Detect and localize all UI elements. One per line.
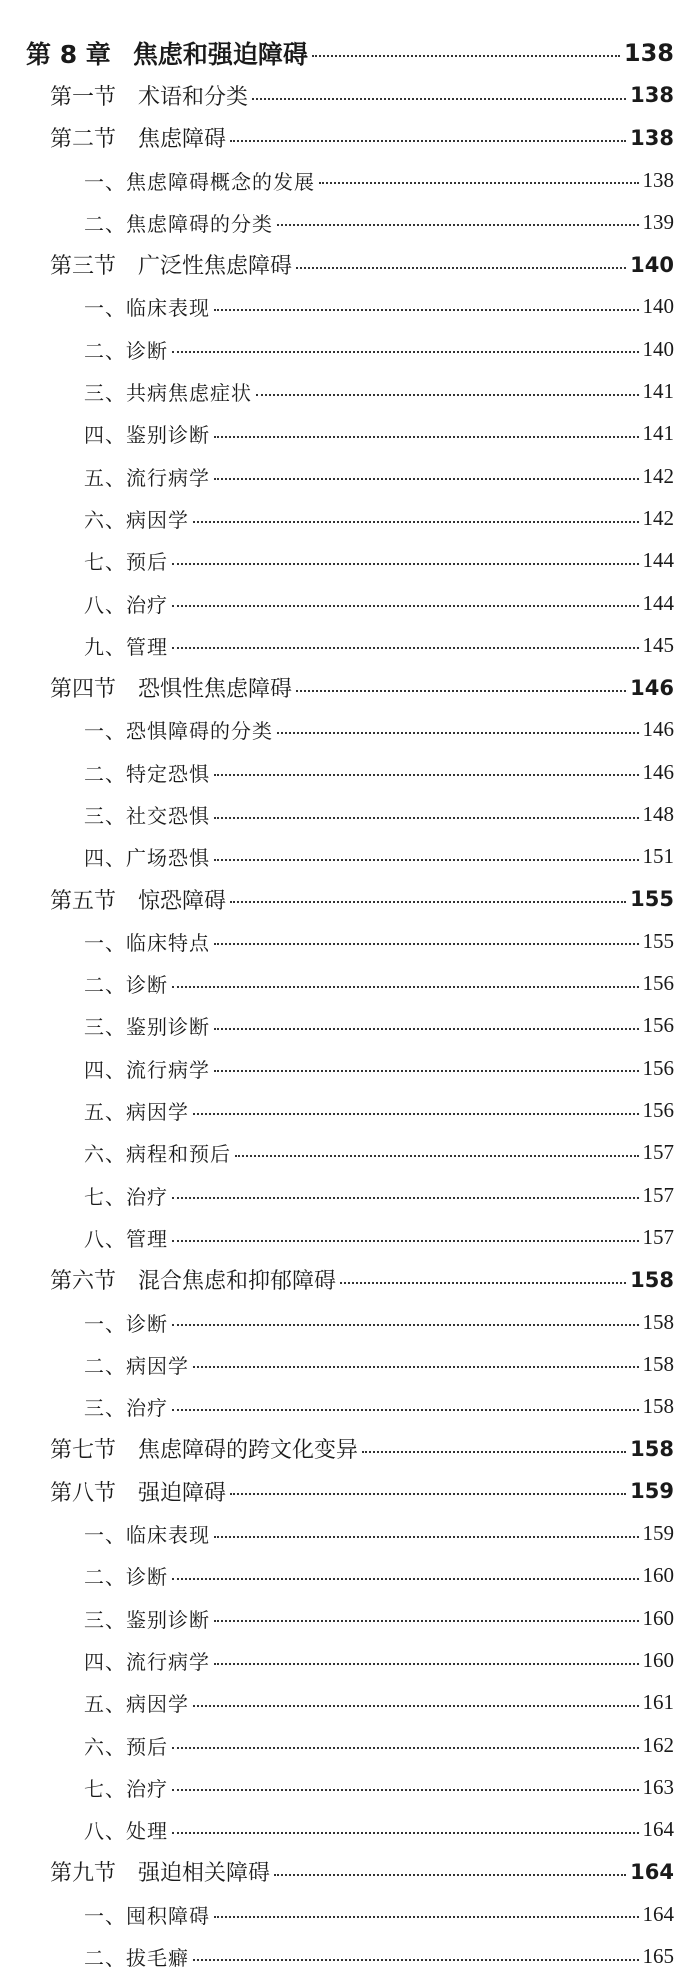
- dot-leader: [235, 1132, 639, 1174]
- toc-item-row[interactable]: [26, 709, 674, 751]
- toc-page-number: 165: [642, 1944, 674, 1968]
- toc-item-row[interactable]: [26, 793, 674, 835]
- dot-leader: [214, 836, 639, 878]
- dot-leader: [277, 201, 639, 243]
- toc-page-number: 140: [630, 252, 674, 277]
- toc-entry-title: [50, 80, 252, 111]
- toc-page-number: 160: [642, 1647, 674, 1672]
- toc-item-row[interactable]: [26, 1639, 674, 1681]
- toc-entry-label: 第五节: [50, 888, 117, 914]
- toc-entry-title: [84, 1561, 172, 1590]
- toc-entry-text: 二、特定恐惧: [84, 761, 210, 786]
- dot-leader: [312, 32, 620, 74]
- toc-entry-title: [84, 292, 214, 321]
- toc-entry-title: [84, 1646, 214, 1675]
- toc-entry-text: 三、社交恐惧: [84, 803, 210, 828]
- toc-section-row[interactable]: [26, 74, 674, 116]
- dot-leader: [193, 1089, 639, 1131]
- toc-page-number: 155: [630, 887, 674, 912]
- toc-entry-text: 八、管理: [84, 1226, 168, 1251]
- toc-section-row[interactable]: [26, 666, 674, 708]
- dot-leader: [172, 1216, 639, 1258]
- dot-leader: [214, 1893, 639, 1935]
- toc-entry-text: 二、焦虑障碍的分类: [84, 211, 273, 236]
- toc-item-row[interactable]: [26, 582, 674, 624]
- toc-entry-text: 八、治疗: [84, 592, 168, 617]
- dot-leader: [230, 878, 626, 920]
- toc-item-row[interactable]: [26, 751, 674, 793]
- toc-entry-text: 三、鉴别诊断: [84, 1607, 210, 1632]
- toc-page-number: 151: [642, 844, 674, 869]
- toc-item-row[interactable]: [26, 286, 674, 328]
- dot-leader: [214, 286, 639, 328]
- toc-entry-title: [50, 122, 230, 153]
- toc-entry-text: 二、诊断: [84, 1565, 168, 1590]
- dot-leader: [214, 920, 639, 962]
- toc-entry-text: 五、流行病学: [84, 465, 210, 490]
- toc-entry-title: [84, 462, 214, 491]
- toc-item-row[interactable]: [26, 201, 674, 243]
- toc-page-number: 138: [630, 125, 674, 150]
- toc-item-row[interactable]: [26, 1512, 674, 1554]
- toc-entry-text: 四、流行病学: [84, 1057, 210, 1082]
- toc-item-row[interactable]: [26, 1343, 674, 1385]
- toc-item-row[interactable]: [26, 1216, 674, 1258]
- toc-entry-title: [84, 1604, 214, 1633]
- dot-leader: [214, 1005, 639, 1047]
- toc-entry-title: [84, 1773, 172, 1802]
- toc-entry-text: 一、焦虑障碍概念的发展: [84, 169, 315, 194]
- dot-leader: [193, 1343, 639, 1385]
- toc-entry-title: [84, 546, 172, 575]
- toc-entry-text: 三、治疗: [84, 1396, 168, 1421]
- toc-entry-text: 一、囤积障碍: [84, 1903, 210, 1928]
- toc-entry-text: 九、管理: [84, 634, 168, 659]
- toc-page-number: 162: [642, 1732, 674, 1757]
- toc-entry-text: 惊恐障碍: [138, 888, 227, 914]
- toc-page-number: 158: [642, 1351, 674, 1376]
- toc-page-number: 142: [642, 505, 674, 530]
- toc-page-number: 158: [642, 1309, 674, 1334]
- toc-page-number: 146: [630, 675, 674, 700]
- dot-leader: [214, 751, 639, 793]
- toc-page-number: 160: [642, 1605, 674, 1630]
- toc-entry-title: [84, 1688, 193, 1717]
- toc-item-row[interactable]: [26, 1047, 674, 1089]
- toc-item-row[interactable]: [26, 1555, 674, 1597]
- dot-leader: [277, 709, 639, 751]
- toc-entry-title: [84, 842, 214, 871]
- toc-entry-text: 混合焦虑和抑郁障碍: [138, 1269, 337, 1295]
- toc-entry-label: 第九节: [50, 1861, 117, 1887]
- toc-entry-label: 第八节: [50, 1480, 117, 1506]
- toc-page-number: 139: [642, 209, 674, 234]
- dot-leader: [193, 1682, 639, 1724]
- dot-leader: [172, 1386, 639, 1428]
- toc-entry-text: 七、治疗: [84, 1776, 168, 1801]
- toc-page-number: 148: [642, 801, 674, 826]
- toc-entry-title: [84, 1350, 193, 1379]
- toc-page-number: 140: [642, 336, 674, 361]
- toc-entry-text: 三、鉴别诊断: [84, 1015, 210, 1040]
- toc-page-number: 142: [642, 463, 674, 488]
- toc-entry-title: [84, 1519, 214, 1548]
- toc-page-number: 156: [642, 971, 674, 996]
- dot-leader: [172, 624, 639, 666]
- dot-leader: [319, 159, 639, 201]
- dot-leader: [214, 413, 639, 455]
- toc-entry-text: 七、预后: [84, 550, 168, 575]
- dot-leader: [193, 1935, 639, 1977]
- toc-page-number: 140: [642, 294, 674, 319]
- toc-page-number: 156: [642, 1098, 674, 1123]
- toc-page-number: 160: [642, 1563, 674, 1588]
- dot-leader: [296, 243, 626, 285]
- toc-item-row[interactable]: [26, 1724, 674, 1766]
- toc-item-row[interactable]: [26, 1386, 674, 1428]
- toc-entry-title: [84, 800, 214, 829]
- dot-leader: [296, 666, 626, 708]
- toc-page-number: 156: [642, 1055, 674, 1080]
- toc-entry-label: 第二节: [50, 127, 117, 153]
- toc-entry-title: [84, 1815, 172, 1844]
- toc-item-row[interactable]: [26, 1766, 674, 1808]
- toc-entry-text: 焦虑和强迫障碍: [132, 40, 308, 70]
- dot-leader: [340, 1259, 626, 1301]
- toc-page-number: 138: [630, 83, 674, 108]
- toc-entry-title: [84, 927, 214, 956]
- toc-page-number: 161: [642, 1690, 674, 1715]
- toc-item-row[interactable]: [26, 1597, 674, 1639]
- toc-page-number: 156: [642, 1013, 674, 1038]
- toc-item-row[interactable]: [26, 455, 674, 497]
- toc-entry-text: 强迫相关障碍: [138, 1861, 271, 1887]
- toc-entry-title: [84, 758, 214, 787]
- dot-leader: [362, 1428, 626, 1470]
- toc-item-row[interactable]: [26, 1893, 674, 1935]
- toc-entry-title: [50, 249, 296, 280]
- toc-entry-title: [84, 715, 277, 744]
- dot-leader: [172, 582, 639, 624]
- dot-leader: [172, 540, 639, 582]
- toc-entry-text: 二、病因学: [84, 1353, 189, 1378]
- toc-section-row[interactable]: [26, 878, 674, 920]
- toc-item-row[interactable]: [26, 1005, 674, 1047]
- toc-item-row[interactable]: [26, 370, 674, 412]
- toc-entry-title: [84, 1011, 214, 1040]
- toc-page-number: 145: [642, 632, 674, 657]
- toc-page-number: 159: [642, 1521, 674, 1546]
- toc-entry-text: 六、病因学: [84, 507, 189, 532]
- toc-entry-title: [84, 1054, 214, 1083]
- dot-leader: [172, 963, 639, 1005]
- toc-item-row[interactable]: [26, 1808, 674, 1850]
- toc-item-row[interactable]: [26, 328, 674, 370]
- dot-leader: [230, 117, 626, 159]
- toc-entry-label: 第一节: [50, 84, 117, 110]
- toc-entry-text: 三、共病焦虑症状: [84, 381, 252, 406]
- toc-item-row[interactable]: [26, 159, 674, 201]
- toc-entry-label: 第七节: [50, 1438, 117, 1464]
- toc-page-number: 163: [642, 1774, 674, 1799]
- dot-leader: [172, 1301, 639, 1343]
- toc-section-row[interactable]: [26, 1470, 674, 1512]
- toc-page-number: 157: [642, 1182, 674, 1207]
- toc-entry-text: 一、恐惧障碍的分类: [84, 719, 273, 744]
- dot-leader: [172, 1555, 639, 1597]
- table-of-contents: [26, 32, 674, 1978]
- toc-page-number: 158: [630, 1436, 674, 1461]
- toc-page-number: 146: [642, 717, 674, 742]
- toc-section-row[interactable]: [26, 1428, 674, 1470]
- toc-entry-text: 一、临床特点: [84, 930, 210, 955]
- toc-entry-text: 一、临床表现: [84, 296, 210, 321]
- toc-page-number: 146: [642, 759, 674, 784]
- toc-entry-title: [84, 377, 256, 406]
- toc-entry-title: [84, 419, 214, 448]
- dot-leader: [172, 1724, 639, 1766]
- toc-entry-title: [84, 1731, 172, 1760]
- toc-entry-text: 二、拔毛癖: [84, 1946, 189, 1970]
- toc-entry-title: [84, 631, 172, 660]
- toc-entry-title: [84, 969, 172, 998]
- toc-chapter-row[interactable]: [26, 32, 674, 74]
- toc-entry-text: 六、病程和预后: [84, 1142, 231, 1167]
- toc-page-number: 155: [642, 928, 674, 953]
- toc-item-row[interactable]: [26, 920, 674, 962]
- toc-entry-text: 七、治疗: [84, 1184, 168, 1209]
- toc-page-number: 157: [642, 1224, 674, 1249]
- dot-leader: [214, 1047, 639, 1089]
- toc-entry-title: [84, 335, 172, 364]
- toc-item-row[interactable]: [26, 963, 674, 1005]
- toc-entry-title: [84, 1181, 172, 1210]
- toc-entry-title: [50, 884, 230, 915]
- toc-page-number: 141: [642, 379, 674, 404]
- toc-entry-title: [26, 35, 312, 71]
- dot-leader: [256, 370, 639, 412]
- dot-leader: [172, 1766, 639, 1808]
- toc-entry-text: 四、流行病学: [84, 1649, 210, 1674]
- toc-entry-text: 广泛性焦虑障碍: [138, 254, 293, 280]
- toc-entry-title: [84, 1308, 172, 1337]
- toc-item-row[interactable]: [26, 1174, 674, 1216]
- dot-leader: [214, 1512, 639, 1554]
- toc-item-row[interactable]: [26, 1935, 674, 1977]
- toc-section-row[interactable]: [26, 1259, 674, 1301]
- toc-page-number: 141: [642, 421, 674, 446]
- toc-entry-text: 四、广场恐惧: [84, 846, 210, 871]
- toc-entry-text: 五、病因学: [84, 1100, 189, 1125]
- toc-entry-title: [84, 1223, 172, 1252]
- toc-page-number: 144: [642, 548, 674, 573]
- dot-leader: [214, 1639, 639, 1681]
- toc-item-row[interactable]: [26, 540, 674, 582]
- dot-leader: [172, 328, 639, 370]
- toc-entry-text: 五、病因学: [84, 1692, 189, 1717]
- dot-leader: [214, 455, 639, 497]
- toc-entry-title: [50, 1433, 362, 1464]
- toc-entry-title: [84, 1096, 193, 1125]
- toc-item-row[interactable]: [26, 1682, 674, 1724]
- toc-page-number: 138: [642, 167, 674, 192]
- toc-entry-title: [50, 1264, 340, 1295]
- dot-leader: [214, 793, 639, 835]
- toc-entry-title: [84, 208, 277, 237]
- toc-entry-label: 第三节: [50, 254, 117, 280]
- toc-entry-title: [50, 1856, 274, 1887]
- toc-entry-title: [84, 589, 172, 618]
- toc-page-number: 158: [642, 1394, 674, 1419]
- toc-entry-text: 术语和分类: [138, 84, 249, 110]
- toc-entry-title: [84, 504, 193, 533]
- toc-page-number: 157: [642, 1140, 674, 1165]
- toc-page-number: 158: [630, 1267, 674, 1292]
- toc-entry-text: 一、临床表现: [84, 1523, 210, 1548]
- toc-page-number: 138: [623, 39, 674, 68]
- toc-entry-text: 强迫障碍: [138, 1480, 227, 1506]
- toc-entry-text: 四、鉴别诊断: [84, 423, 210, 448]
- toc-entry-title: [50, 672, 296, 703]
- toc-page-number: 144: [642, 590, 674, 615]
- toc-item-row[interactable]: [26, 1301, 674, 1343]
- toc-entry-text: 二、诊断: [84, 338, 168, 363]
- toc-entry-text: 恐惧性焦虑障碍: [138, 677, 293, 703]
- toc-entry-label: 第六节: [50, 1269, 117, 1295]
- toc-entry-title: [50, 1476, 230, 1507]
- toc-entry-title: [84, 1900, 214, 1929]
- toc-entry-title: [84, 166, 319, 195]
- toc-entry-title: [84, 1138, 235, 1167]
- toc-entry-text: 六、预后: [84, 1734, 168, 1759]
- dot-leader: [193, 497, 639, 539]
- toc-item-row[interactable]: [26, 1089, 674, 1131]
- dot-leader: [172, 1808, 639, 1850]
- dot-leader: [172, 1174, 639, 1216]
- toc-section-row[interactable]: [26, 1851, 674, 1893]
- toc-page-number: 164: [642, 1817, 674, 1842]
- toc-item-row[interactable]: [26, 624, 674, 666]
- toc-item-row[interactable]: [26, 413, 674, 455]
- toc-item-row[interactable]: [26, 497, 674, 539]
- toc-section-row[interactable]: [26, 117, 674, 159]
- toc-item-row[interactable]: [26, 1132, 674, 1174]
- toc-item-row[interactable]: [26, 836, 674, 878]
- toc-entry-text: 一、诊断: [84, 1311, 168, 1336]
- toc-entry-title: [84, 1392, 172, 1421]
- toc-entry-text: 焦虑障碍: [138, 127, 227, 153]
- toc-section-row[interactable]: [26, 243, 674, 285]
- toc-entry-label: 第四节: [50, 677, 117, 703]
- dot-leader: [230, 1470, 626, 1512]
- toc-entry-text: 焦虑障碍的跨文化变异: [138, 1438, 359, 1464]
- toc-entry-label: 第 8 章: [26, 40, 111, 70]
- toc-entry-text: 八、处理: [84, 1819, 168, 1844]
- toc-entry-title: [84, 1942, 193, 1971]
- toc-page-number: 159: [630, 1479, 674, 1504]
- dot-leader: [252, 74, 626, 116]
- toc-page-number: 164: [642, 1901, 674, 1926]
- dot-leader: [214, 1597, 639, 1639]
- toc-entry-text: 二、诊断: [84, 973, 168, 998]
- dot-leader: [274, 1851, 626, 1893]
- toc-page-number: 164: [630, 1859, 674, 1884]
